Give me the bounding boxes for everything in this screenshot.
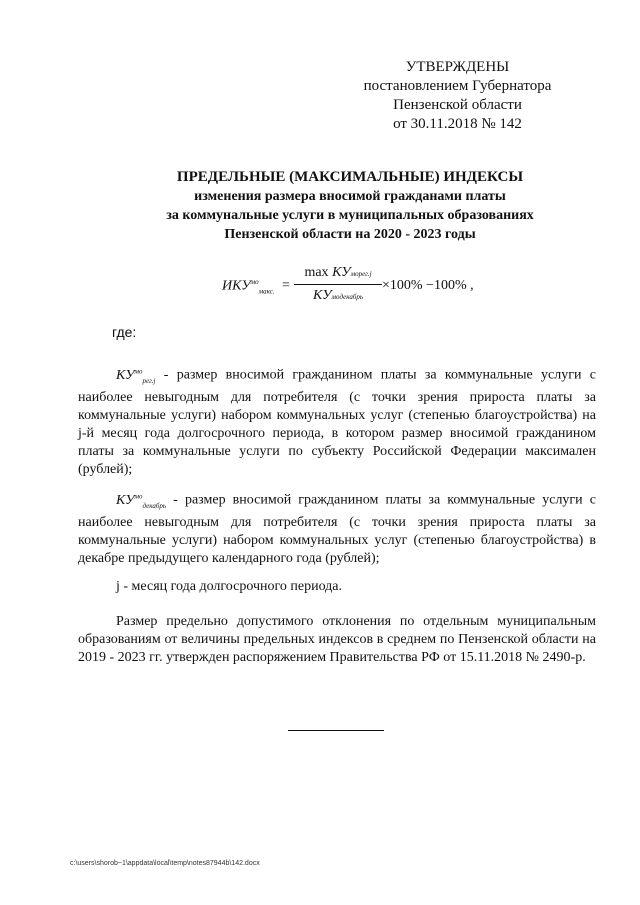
formula-fraction xyxy=(294,262,382,307)
index-formula xyxy=(222,262,482,312)
formula-tail: ×100% −100% , xyxy=(382,278,474,293)
formula-lhs: $ИКУ^{мо}_{макс.}$ xyxy=(222,278,275,296)
symbol-ku-december: $КУ^{мо}_{декабрь}$ xyxy=(116,492,167,510)
approval-block xyxy=(345,58,570,134)
formula-equals: = xyxy=(282,278,290,293)
definition-paragraph: $КУ^{мо}_{рег.j}$ - размер вносимой гражданином платы за коммунальные услуги с наиболее невыгодным для потребителя (с точки зрения прироста платы за коммунальные услуги) набором коммунальных услуг (степенью благоустройства) на j-й месяц года долгосрочного периода, в котором размер вносимой гражданином платы за коммунальные услуги по субъекту Российской Федерации максимален (рублей); xyxy=(78,367,596,478)
title-line: изменения размера вносимой гражданами платы xyxy=(194,189,506,204)
approval-line: Пензенской области xyxy=(393,97,522,113)
definition-paragraph: j - месяц года долгосрочного периода. xyxy=(116,579,343,594)
document-title xyxy=(80,168,620,244)
formula-denominator: КУмодекабрь xyxy=(312,288,364,303)
formula-numerator: max КУморег.j xyxy=(304,265,372,280)
approval-heading: УТВЕРЖДЕНЫ xyxy=(405,59,510,75)
definition-paragraph: $КУ^{мо}_{декабрь}$ - размер вносимой гражданином платы за коммунальные услуги с наиболее невыгодным для потребителя (с точки зрения прироста платы за коммунальные услуги) набором коммунальных услуг (степенью благоустройства) в декабре предыдущего календарного года (рублей); xyxy=(78,492,596,567)
body-paragraph: Размер предельно допустимого отклонения по отдельным муниципальным образованиям от величины предельных индексов в среднем по Пензенской области на 2019 - 2023 гг. утвержден распоряжением Правительства РФ от 15.11.2018 № 2490-р. xyxy=(78,614,596,665)
title-line: за коммунальные услуги в муниципальных образованиях xyxy=(166,208,534,223)
file-path-footer: c:\users\shorob~1\appdata\local\temp\notes87944b\142.docx xyxy=(70,860,260,867)
where-label: где: xyxy=(112,324,137,340)
approval-line: постановлением Губернатора xyxy=(363,78,552,94)
symbol-ku-reg: $КУ^{мо}_{рег.j}$ xyxy=(116,367,156,385)
end-separator-line xyxy=(288,730,384,731)
title-line: Пензенской области на 2020 - 2023 годы xyxy=(224,227,476,242)
title-line: ПРЕДЕЛЬНЫЕ (МАКСИМАЛЬНЫЕ) ИНДЕКСЫ xyxy=(176,169,524,185)
approval-date-number: от 30.11.2018 № 142 xyxy=(393,116,522,132)
